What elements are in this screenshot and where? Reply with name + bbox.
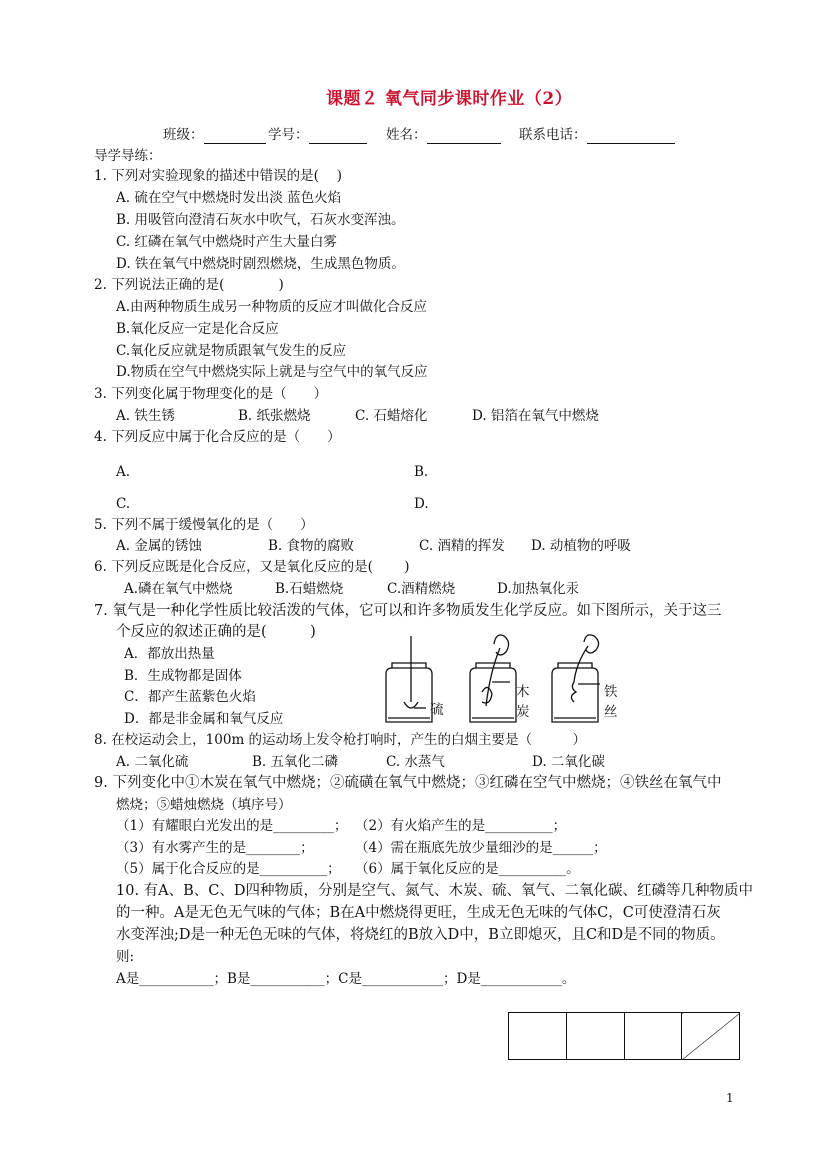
q7-option-c: C．都产生蓝紫色火焰 — [124, 689, 256, 705]
score-cell[interactable] — [624, 1013, 682, 1060]
number-field — [268, 126, 367, 144]
number-blank[interactable] — [309, 129, 367, 144]
q3-option-a: A. 铁生锈 — [116, 408, 175, 424]
score-cell[interactable] — [566, 1013, 624, 1060]
q8-option-d: D. 二氧化碳 — [532, 754, 605, 770]
phone-blank[interactable] — [587, 129, 675, 144]
q2-option-b: B.氧化反应一定是化合反应 — [116, 321, 279, 337]
q6-option-c: C.酒精燃烧 — [387, 581, 456, 597]
sulfur-jar — [386, 636, 432, 722]
q7-option-b: B．生成物都是固体 — [124, 668, 242, 684]
name-label: 姓名： — [386, 127, 427, 143]
q9-line-1a: （1）有耀眼白光发出的是_________； — [116, 818, 348, 834]
charcoal-jar — [470, 635, 516, 722]
q6-stem: 6. 下列反应既是化合反应，又是氧化反应的是( ) — [94, 559, 410, 575]
q7-option-a: A．都放出热量 — [124, 646, 215, 662]
q8-option-b: B. 五氧化二磷 — [252, 754, 339, 770]
q10-line4: 则: — [116, 949, 135, 965]
label-charcoal-2: 炭 — [516, 704, 530, 720]
q6-option-b: B.石蜡燃烧 — [275, 581, 344, 597]
iron-wire-jar — [552, 635, 599, 722]
q9-line-3b: （6）属于氧化反应的是__________。 — [355, 861, 580, 877]
name-blank[interactable] — [427, 129, 501, 144]
page-number: 1 — [726, 1091, 734, 1105]
q4-option-b: B. — [414, 464, 429, 480]
q10-line2: 的一种。A是无色无气味的气体；B在A中燃烧得更旺，生成无色无味的气体C，C可使澄清石灰 — [116, 905, 721, 921]
class-blank[interactable] — [204, 129, 266, 144]
q4-option-a: A. — [116, 464, 131, 480]
phone-field — [519, 126, 675, 144]
q5-option-c: C. 酒精的挥发 — [419, 538, 505, 554]
page-title: 课题２ 氧气同步课时作业（2） — [326, 89, 573, 109]
q2-stem: 2. 下列说法正确的是( ) — [94, 277, 284, 293]
label-sulfur: 硫 — [430, 702, 444, 718]
q9-line-3a: （5）属于化合反应的是__________； — [116, 861, 341, 877]
combustion-jars-figure — [378, 632, 628, 728]
q9-line-2a: （3）有水雾产生的是________； — [116, 840, 314, 856]
name-field — [386, 126, 501, 144]
q10-line1: 10. 有A、B、C、D四种物质，分别是空气、氮气、木炭、硫、氧气、二氧化碳、红磷等几种物质中 — [116, 883, 754, 899]
q7-option-d: D．都是非金属和氧气反应 — [124, 711, 284, 727]
q9-stem-line2: 燃烧；⑤蜡烛燃烧（填序号） — [116, 797, 292, 813]
score-grid — [508, 1012, 740, 1060]
class-field — [163, 126, 266, 144]
q2-option-a: A.由两种物质生成另一种物质的反应才叫做化合反应 — [116, 299, 428, 315]
q3-option-c: C. 石蜡熔化 — [355, 408, 428, 424]
score-cell[interactable] — [509, 1013, 567, 1060]
score-cell-diagonal — [682, 1013, 740, 1060]
q5-option-d: D. 动植物的呼吸 — [531, 538, 631, 554]
number-label: 学号： — [268, 127, 309, 143]
q6-option-a: A.磷在氧气中燃烧 — [124, 581, 233, 597]
guide-label: 导学导练： — [94, 148, 162, 164]
q8-option-a: A. 二氧化硫 — [116, 754, 189, 770]
q7-stem-line2: 个反应的叙述正确的是( ) — [116, 624, 316, 640]
q4-stem: 4. 下列反应中属于化合反应的是（ ） — [94, 429, 341, 445]
q8-stem: 8. 在校运动会上，100m 的运动场上发令枪打响时，产生的白烟主要是（ ） — [94, 732, 587, 748]
q1-option-b: B. 用吸管向澄清石灰水中吹气，石灰水变浑浊。 — [116, 212, 405, 228]
q8-option-c: C. 水蒸气 — [386, 754, 445, 770]
q9-stem-line1: 9. 下列变化中①木炭在氧气中燃烧；②硫磺在氧气中燃烧；③红磷在空气中燃烧；④铁丝在氧气中 — [94, 775, 722, 791]
q3-option-d: D. 铝箔在氧气中燃烧 — [472, 408, 599, 424]
q6-option-d: D.加热氧化汞 — [497, 581, 580, 597]
q10-line3: 水变浑浊;D是一种无色无味的气体，将烧红的B放入D中，B立即熄灭，且C和D是不同的物质。 — [116, 927, 725, 943]
class-label: 班级： — [163, 127, 204, 143]
phone-label: 联系电话： — [519, 127, 587, 143]
q3-option-b: B. 纸张燃烧 — [238, 408, 311, 424]
q4-option-c: C. — [116, 496, 131, 512]
label-iron-1: 铁 — [604, 684, 618, 700]
q5-option-b: B. 食物的腐败 — [268, 538, 355, 554]
q3-stem: 3. 下列变化属于物理变化的是（ ） — [94, 386, 328, 402]
q9-line-2b: （4）需在瓶底先放少量细沙的是______； — [355, 840, 607, 856]
q2-option-c: C.氧化反应就是物质跟氧气发生的反应 — [116, 343, 347, 359]
q4-option-d: D. — [414, 496, 429, 512]
q10-answers: A是___________；B是___________；C是____________；D是____________。 — [116, 971, 576, 987]
q7-stem-line1: 7. 氧气是一种化学性质比较活泼的气体，它可以和许多物质发生化学反应。如下图所示，关于这三 — [94, 603, 722, 619]
q1-stem: 1. 下列对实验现象的描述中错误的是( ) — [94, 168, 342, 184]
label-iron-2: 丝 — [604, 704, 618, 720]
label-charcoal-1: 木 — [516, 684, 530, 700]
q5-option-a: A. 金属的锈蚀 — [116, 538, 202, 554]
q2-option-d: D.物质在空气中燃烧实际上就是与空气中的氧气反应 — [116, 364, 428, 380]
q1-option-d: D. 铁在氧气中燃烧时剧烈燃烧，生成黑色物质。 — [116, 256, 405, 272]
q1-option-a: A. 硫在空气中燃烧时发出淡 蓝色火焰 — [116, 190, 342, 206]
q1-option-c: C. 红磷在氧气中燃烧时产生大量白雾 — [116, 234, 337, 250]
q5-stem: 5. 下列不属于缓慢氧化的是（ ） — [94, 517, 314, 533]
q9-line-1b: （2）有火焰产生的是__________； — [355, 818, 567, 834]
